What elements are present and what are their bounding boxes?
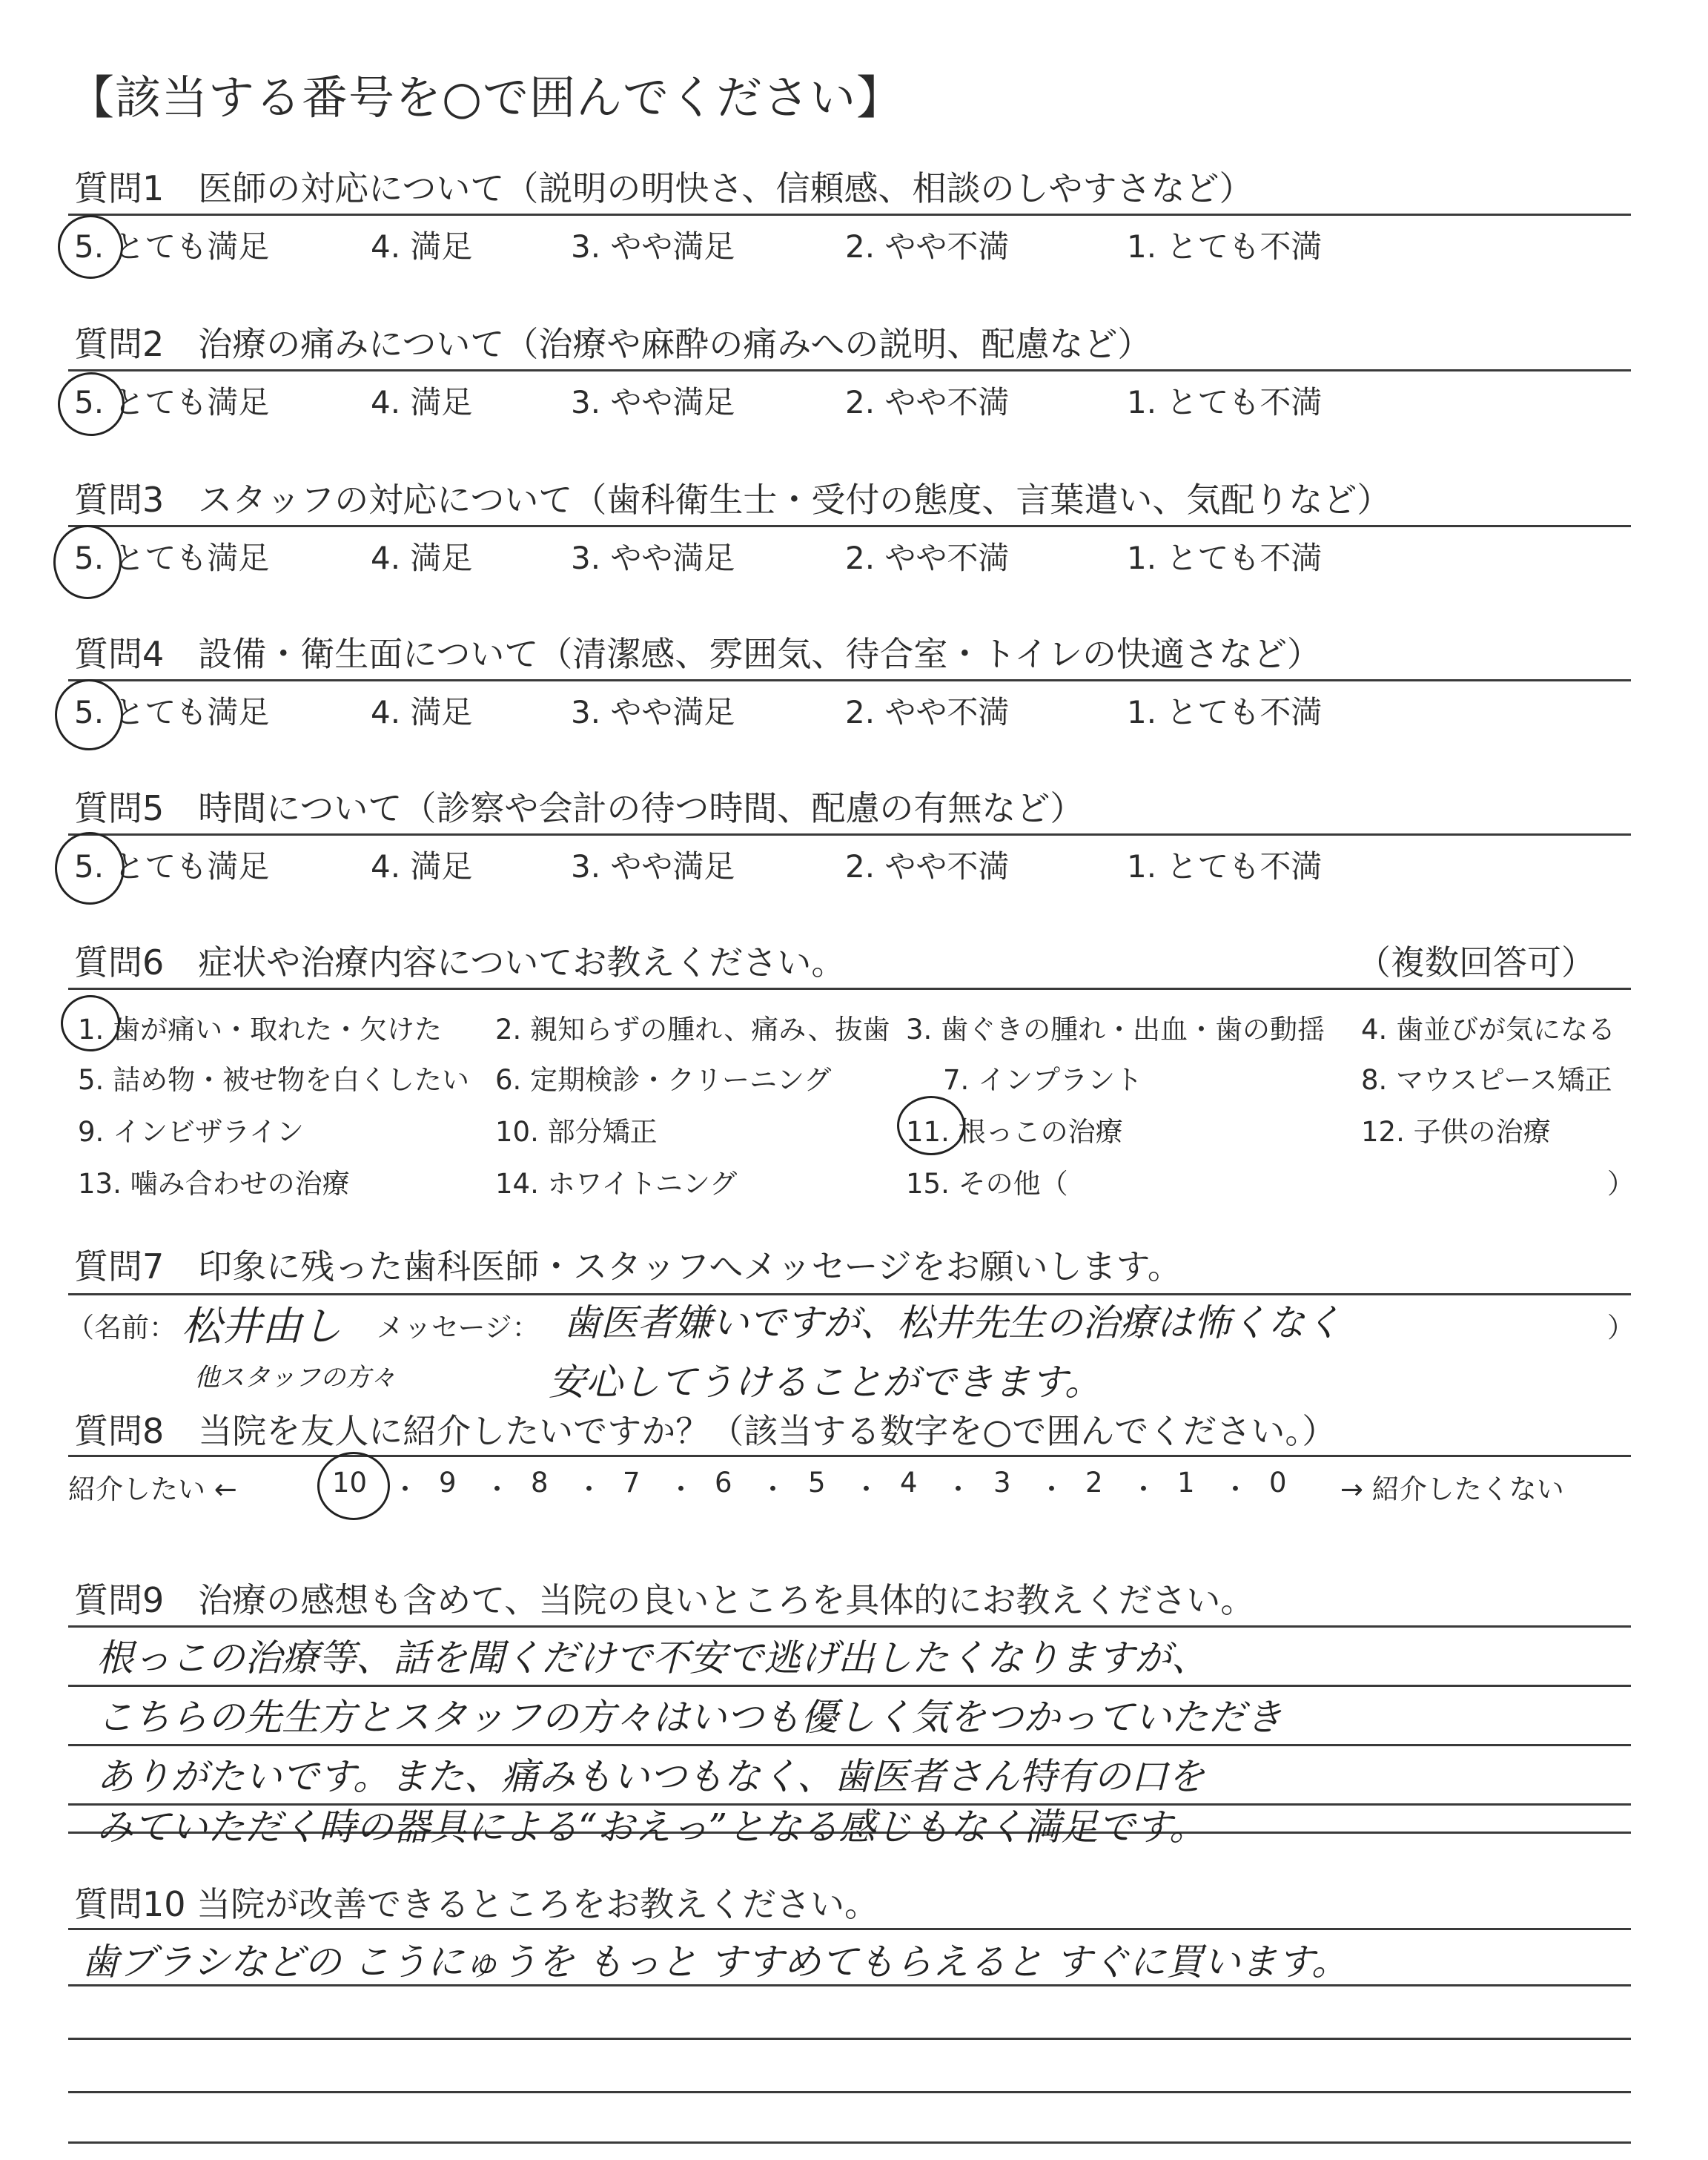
divider <box>68 1685 1631 1687</box>
divider <box>68 679 1631 681</box>
symptom-option-2[interactable]: 2. 親知らずの腫れ、痛み、抜歯 <box>495 1014 890 1046</box>
symptom-option-6[interactable]: 6. 定期検診・クリーニング <box>495 1064 832 1096</box>
name-handwritten: 松井由し <box>182 1303 342 1350</box>
answer-line: ありがたいです。また、痛みもいつもなく、歯医者さん特有の口を <box>96 1755 1205 1798</box>
other-close-paren: ） <box>1607 1168 1635 1200</box>
rating-option-3[interactable]: 3. やや満足 <box>571 694 735 730</box>
question-9-title: 質問9 治療の感想も含めて、当院の良いところを具体的にお教えください。 <box>74 1580 1255 1620</box>
divider <box>68 214 1631 216</box>
rating-option-4[interactable]: 4. 満足 <box>371 384 473 420</box>
divider <box>68 2091 1631 2093</box>
rating-option-3[interactable]: 3. やや満足 <box>571 384 735 420</box>
scale-value-8[interactable]: 8 <box>531 1467 549 1499</box>
question-6-note: （複数回答可） <box>1357 942 1595 982</box>
scale-separator: ・ <box>1038 1473 1065 1505</box>
symptom-option-13[interactable]: 13. 噛み合わせの治療 <box>78 1168 350 1200</box>
symptom-option-15[interactable]: 15. その他（ <box>906 1168 1068 1200</box>
scale-value-9[interactable]: 9 <box>439 1467 457 1499</box>
message-label: メッセージ： <box>377 1312 540 1344</box>
rating-option-3[interactable]: 3. やや満足 <box>571 540 735 576</box>
answer-line: こちらの先生方とスタッフの方々はいつも優しく気をつかっていただき <box>96 1696 1282 1739</box>
recommend-right-label: → 紹介したくない <box>1340 1473 1564 1505</box>
rating-option-4[interactable]: 4. 満足 <box>371 694 473 730</box>
scale-separator: ・ <box>853 1473 880 1505</box>
selected-answer-circle <box>53 525 122 599</box>
rating-option-4[interactable]: 4. 満足 <box>371 848 473 885</box>
selected-answer-circle <box>55 832 125 905</box>
rating-option-5[interactable]: 5. とても満足 <box>74 228 270 265</box>
question-2-title: 質問2 治療の痛みについて（治療や麻酔の痛みへの説明、配慮など） <box>74 324 1152 364</box>
scale-value-3[interactable]: 3 <box>993 1467 1011 1499</box>
message-handwritten-line-1: 歯医者嫌いですが、松井先生の治療は怖くなく <box>563 1301 1342 1344</box>
scale-separator: ・ <box>483 1473 511 1505</box>
question-7-title: 質問7 印象に残った歯科医師・スタッフへメッセージをお願いします。 <box>74 1246 1182 1287</box>
divider <box>68 2141 1631 2144</box>
symptom-option-14[interactable]: 14. ホワイトニング <box>495 1168 738 1200</box>
rating-option-1[interactable]: 1. とても不満 <box>1127 540 1323 576</box>
rating-option-5[interactable]: 5. とても満足 <box>74 694 270 730</box>
divider <box>68 988 1631 990</box>
rating-option-5[interactable]: 5. とても満足 <box>74 540 270 576</box>
divider <box>68 1455 1631 1457</box>
scale-separator: ・ <box>391 1473 419 1505</box>
name-handwritten-2: 他スタッフの方々 <box>194 1363 396 1393</box>
symptom-option-12[interactable]: 12. 子供の治療 <box>1361 1116 1551 1148</box>
divider <box>68 1928 1631 1930</box>
question-8-title: 質問8 当院を友人に紹介したいですか？（該当する数字を○で囲んでください。） <box>74 1411 1337 1451</box>
scale-value-4[interactable]: 4 <box>900 1467 918 1499</box>
recommend-left-label: 紹介したい ← <box>68 1473 237 1505</box>
selected-answer-circle <box>58 215 123 279</box>
question-6-title: 質問6 症状や治療内容についてお教えください。 <box>74 942 846 982</box>
rating-option-5[interactable]: 5. とても満足 <box>74 384 270 420</box>
rating-option-4[interactable]: 4. 満足 <box>371 540 473 576</box>
scale-value-5[interactable]: 5 <box>808 1467 826 1499</box>
rating-option-5[interactable]: 5. とても満足 <box>74 848 270 885</box>
selected-answer-circle <box>897 1096 965 1155</box>
rating-option-1[interactable]: 1. とても不満 <box>1127 848 1323 885</box>
scale-value-7[interactable]: 7 <box>623 1467 640 1499</box>
rating-option-2[interactable]: 2. やや不満 <box>845 694 1010 730</box>
symptom-option-1[interactable]: 1. 歯が痛い・取れた・欠けた <box>78 1014 443 1046</box>
form-header: 【該当する番号を○で囲んでください】 <box>68 70 904 125</box>
selected-answer-circle <box>55 679 123 750</box>
scale-value-6[interactable]: 6 <box>715 1467 732 1499</box>
rating-option-1[interactable]: 1. とても不満 <box>1127 228 1323 265</box>
scale-separator: ・ <box>667 1473 695 1505</box>
scale-separator: ・ <box>1130 1473 1157 1505</box>
divider <box>68 525 1631 527</box>
symptom-option-3[interactable]: 3. 歯ぐきの腫れ・出血・歯の動揺 <box>906 1014 1325 1046</box>
question-5-title: 質問5 時間について（診察や会計の待つ時間、配慮の有無など） <box>74 788 1085 828</box>
name-label: （名前： <box>67 1312 176 1344</box>
rating-option-2[interactable]: 2. やや不満 <box>845 848 1010 885</box>
scale-value-2[interactable]: 2 <box>1085 1467 1103 1499</box>
question-1-title: 質問1 医師の対応について（説明の明快さ、信頼感、相談のしやすさなど） <box>74 168 1254 208</box>
divider <box>68 1625 1631 1628</box>
selected-answer-circle <box>61 995 120 1051</box>
selected-answer-circle <box>317 1452 390 1520</box>
rating-option-2[interactable]: 2. やや不満 <box>845 384 1010 420</box>
divider <box>68 369 1631 371</box>
rating-option-2[interactable]: 2. やや不満 <box>845 228 1010 265</box>
question-10-title: 質問10 当院が改善できるところをお教えください。 <box>74 1884 879 1924</box>
scale-value-0[interactable]: 0 <box>1269 1467 1287 1499</box>
answer-line: みていただく時の器具による“おえっ”となる感じもなく満足です。 <box>96 1806 1207 1849</box>
message-handwritten-line-2: 安心してうけることができます。 <box>549 1361 1102 1404</box>
scale-value-1[interactable]: 1 <box>1177 1467 1195 1499</box>
scale-separator: ・ <box>1222 1473 1249 1505</box>
symptom-option-7[interactable]: 7. インプラント <box>943 1064 1143 1096</box>
rating-option-4[interactable]: 4. 満足 <box>371 228 473 265</box>
rating-option-3[interactable]: 3. やや満足 <box>571 848 735 885</box>
scale-separator: ・ <box>759 1473 787 1505</box>
symptom-option-4[interactable]: 4. 歯並びが気になる <box>1361 1014 1616 1046</box>
question-10-answer: 歯ブラシなどの こうにゅうを もっと すすめてもらえると すぐに買います。 <box>82 1941 1349 1984</box>
question-4-title: 質問4 設備・衛生面について（清潔感、雰囲気、待合室・トイレの快適さなど） <box>74 634 1322 674</box>
symptom-option-9[interactable]: 9. インビザライン <box>78 1116 304 1148</box>
divider <box>68 2038 1631 2040</box>
symptom-option-5[interactable]: 5. 詰め物・被せ物を白くしたい <box>78 1064 470 1096</box>
scale-separator: ・ <box>944 1473 972 1505</box>
rating-option-3[interactable]: 3. やや満足 <box>571 228 735 265</box>
rating-option-2[interactable]: 2. やや不満 <box>845 540 1010 576</box>
scale-value-10[interactable]: 10 <box>332 1467 368 1499</box>
question-3-title: 質問3 スタッフの対応について（歯科衛生士・受付の態度、言葉遣い、気配りなど） <box>74 480 1391 520</box>
rating-option-1[interactable]: 1. とても不満 <box>1127 694 1323 730</box>
rating-option-1[interactable]: 1. とても不満 <box>1127 384 1323 420</box>
symptom-option-11[interactable]: 11. 根っこの治療 <box>906 1116 1123 1148</box>
message-close-paren: ） <box>1607 1312 1635 1344</box>
answer-line: 根っこの治療等、話を聞くだけで不安で逃げ出したくなりますが、 <box>96 1636 1208 1680</box>
symptom-option-10[interactable]: 10. 部分矯正 <box>495 1116 658 1148</box>
selected-answer-circle <box>58 372 125 436</box>
divider <box>68 833 1631 836</box>
symptom-option-8[interactable]: 8. マウスピース矯正 <box>1361 1064 1612 1096</box>
scale-separator: ・ <box>575 1473 603 1505</box>
divider <box>68 1744 1631 1746</box>
